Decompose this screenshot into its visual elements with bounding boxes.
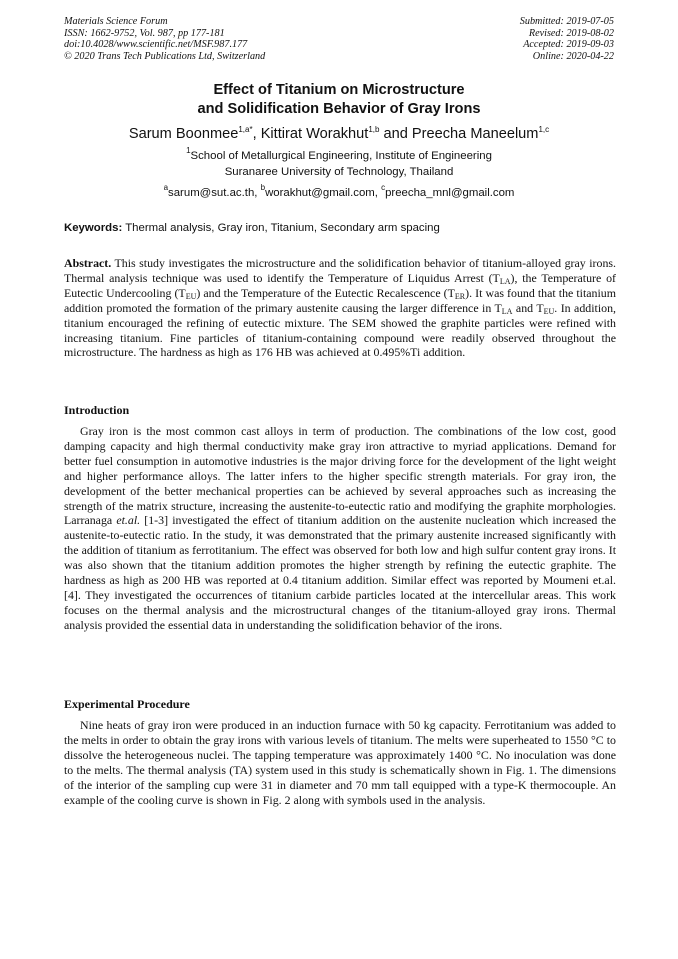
keywords-text: Thermal analysis, Gray iron, Titanium, Secondary arm spacing xyxy=(122,222,440,234)
subscript: LA xyxy=(499,276,511,286)
email-mark: a xyxy=(163,183,169,192)
abstract-text: ) and the Temperature of the Eutectic Recalescence (T xyxy=(196,285,455,300)
submitted-date: Submitted: 2019-07-05 xyxy=(519,16,614,27)
keywords-label: Keywords: xyxy=(64,222,123,234)
online-date: Online: 2020-04-22 xyxy=(532,51,614,63)
author-emails xyxy=(0,183,678,200)
subscript: EU xyxy=(543,306,555,316)
abstract-text: ). It was found that the titanium addition promoted the formation of the primary austenite causing the larger difference in T xyxy=(64,285,616,315)
abstract-text: ), the Temperature of Eutectic Undercooling (T xyxy=(64,270,616,300)
email-link[interactable]: sarum@sut.ac.th, xyxy=(168,187,261,199)
subscript: LA xyxy=(501,306,513,316)
italic-text: et.al. xyxy=(116,513,141,528)
author-separator: , xyxy=(252,126,261,142)
email-link[interactable]: preecha_mnl@gmail.com xyxy=(385,187,515,199)
journal-header-left xyxy=(64,16,265,63)
subscript: ER xyxy=(454,291,466,301)
author-affiliation-mark: 1,a* xyxy=(238,125,253,134)
abstract xyxy=(64,256,616,360)
author-name: Preecha Maneelum xyxy=(411,126,539,142)
author-name: Sarum Boonmee xyxy=(128,126,239,142)
paper-title xyxy=(0,81,678,119)
affiliation xyxy=(0,146,678,180)
revised-date: Revised: 2019-08-02 xyxy=(528,27,614,39)
issn-line: ISSN: 1662-9752, Vol. 987, pp 177-181 xyxy=(64,27,225,39)
author-separator: and xyxy=(379,126,412,142)
journal-name: Materials Science Forum xyxy=(64,16,168,27)
title-line-2: and Solidification Behavior of Gray Irons xyxy=(197,101,481,117)
abstract-text: This study investigates the microstructure and the solidification behavior of titanium-alloyed gray irons. Thermal analysis technique was used to identify the Temperature of Liquidus Arrest (T xyxy=(64,256,616,285)
abstract-label: Abstract. xyxy=(64,256,112,270)
journal-header-right xyxy=(520,16,614,63)
author-affiliation-mark: 1,b xyxy=(368,125,380,134)
affiliation-line-2: Suranaree University of Technology, Thailand xyxy=(224,165,454,178)
email-link[interactable]: worakhut@gmail.com, xyxy=(265,187,382,199)
author-affiliation-mark: 1,c xyxy=(538,125,550,134)
title-line-1: Effect of Titanium on Microstructure xyxy=(213,82,465,98)
experimental-heading: Experimental Procedure xyxy=(64,697,190,711)
paragraph-text: [1-3] investigated the effect of titanium addition on the austenite nucleation which increased the austenite-to-eutectic ratio. In the study, it was demonstrated that the primary austenite increased significantly with the addition of titanium as ferrotitanium. The effect was observed for both low and high sulfur content gray irons. It was also shown that the titanium addition promotes the higher strength by refining the eutectic graphite. The hardness as high as 200 HB was reported at 0.4 titanium addition. Similar effect was reported by Moumeni et.al. [4]. They investigated the occurrences of titanium carbide particles located at the intercellular areas. This work focuses on the thermal analysis and the microstructural changes of the titanium-alloyed gray irons. Thermal analysis provided the essential data in understanding the solidification behavior of the irons. xyxy=(64,513,616,632)
abstract-text: and T xyxy=(512,300,544,315)
email-mark: c xyxy=(381,183,386,192)
accepted-date: Accepted: 2019-09-03 xyxy=(523,39,614,51)
introduction-heading: Introduction xyxy=(64,403,130,417)
affiliation-mark: 1 xyxy=(186,146,191,155)
experimental-paragraph: Nine heats of gray iron were produced in an induction furnace with 50 kg capacity. Ferrotitanium was added to the melts in order to obtain the gray irons with various levels of titanium. The melts were superheated to 1550 °C to dissolve the heterogeneous nuclei. The tapping temperature was approximately 1400 °C. No inoculation was done to the melts. The thermal analysis (TA) system used in this study is schematically shown in Fig. 1. The dimensions of the interior of the sampling cup were 31 in diameter and 70 mm tall equipped with a type-K thermocouple. An example of the cooling curve is shown in Fig. 2 along with symbols used in the analysis. xyxy=(64,718,616,807)
affiliation-line-1: School of Metallurgical Engineering, Institute of Engineering xyxy=(190,150,492,162)
paragraph-text: Gray iron is the most common cast alloys in term of production. The combinations of the low cost, good damping capacity and high thermal conductivity make gray iron attractive to myriad applications. Demand for better fuel consumption in automotive industries is the major driving force for the development of the light weight and higher performance alloys. The latter infers to the higher specific strength materials. For gray iron, the development of the better mechanical properties can be achieved by several approaches such as increasing the strength of the matrix structure, increasing the austenite-to-eutectic ratio and modifying the graphite morphologies. Larranaga xyxy=(64,424,616,528)
introduction-paragraph xyxy=(64,424,616,633)
keywords xyxy=(64,221,616,235)
subscript: EU xyxy=(185,291,197,301)
email-mark: b xyxy=(260,183,266,192)
doi-line[interactable]: doi:10.4028/www.scientific.net/MSF.987.177 xyxy=(64,39,248,51)
author-name: Kittirat Worakhut xyxy=(260,126,369,142)
author-list xyxy=(0,125,678,143)
abstract-text: . In addition, titanium encouraged the refining of eutectic mixture. The SEM showed the graphite particles were refined with increasing titanium. Fine particles of titanium-containing compound were readily observed throughout the microstructure. The hardness as high as 176 HB was achieved at 0.495%Ti addition. xyxy=(64,300,616,360)
copyright-line: © 2020 Trans Tech Publications Ltd, Switzerland xyxy=(64,51,266,63)
